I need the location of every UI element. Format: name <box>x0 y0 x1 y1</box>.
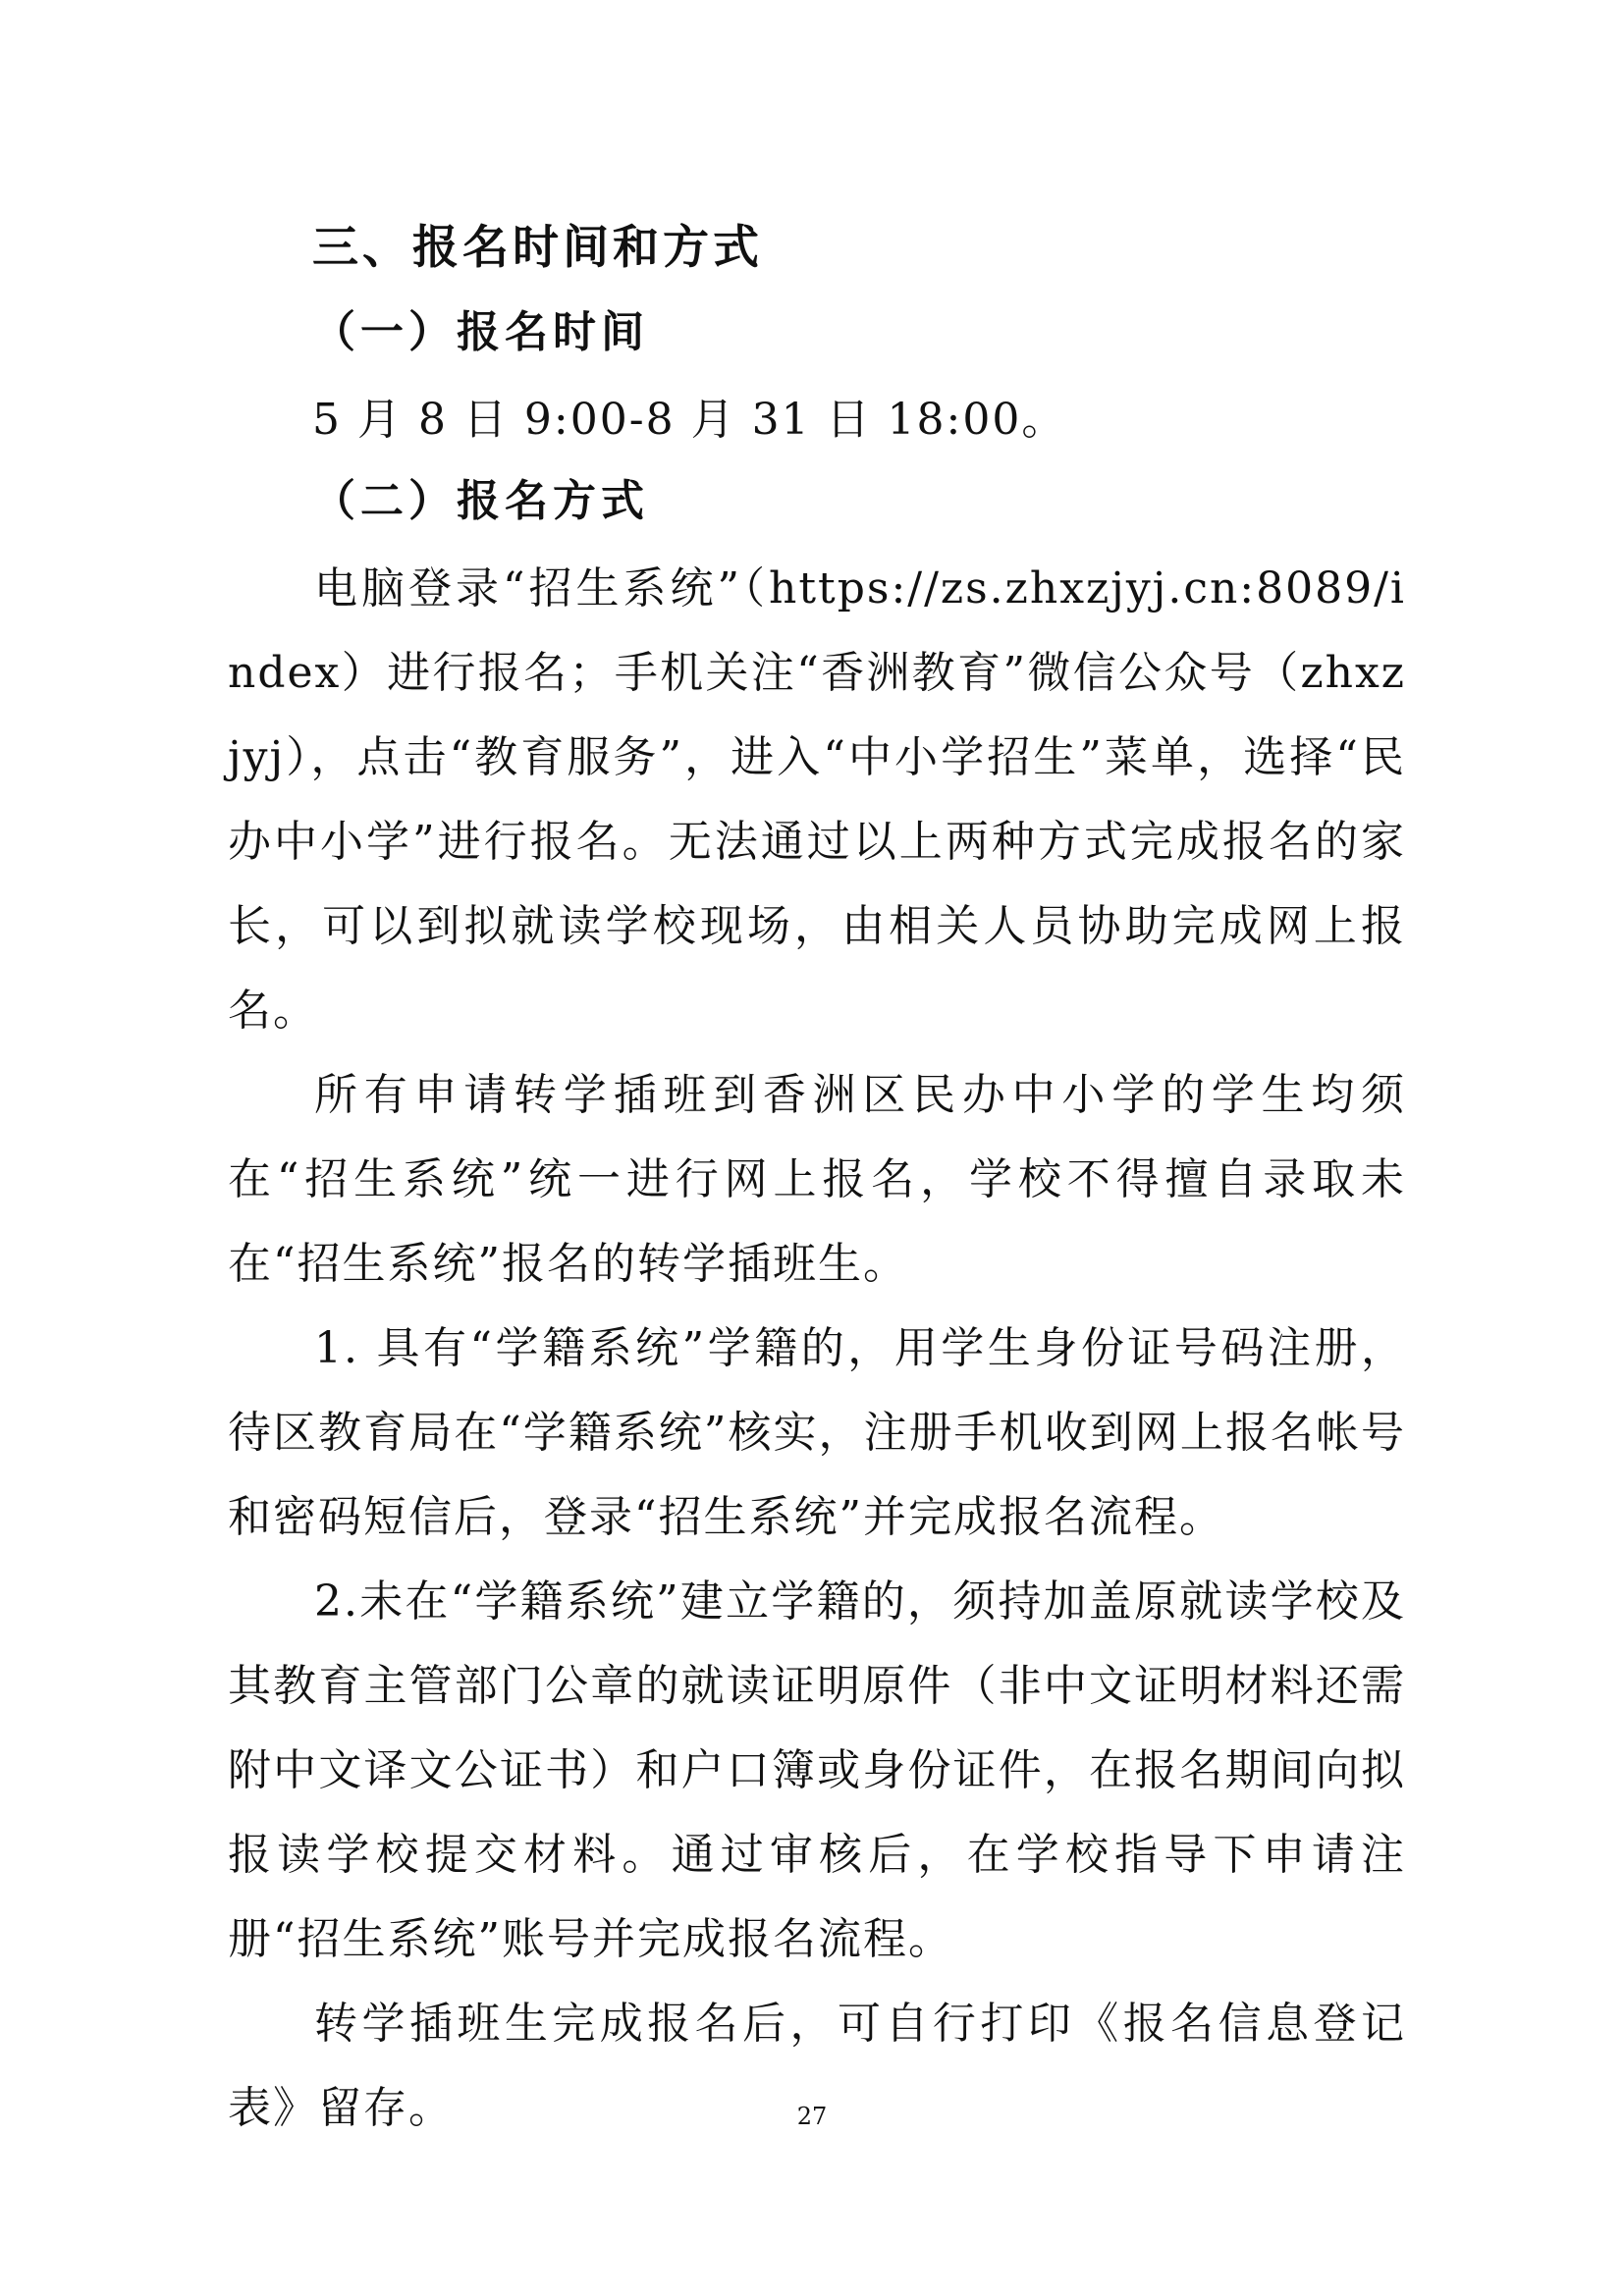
section-heading: 三、报名时间和方式 <box>312 221 763 275</box>
paragraph-without-student-status: 2.未在“学籍系统”建立学籍的，须持加盖原就读学校及其教育主管部门公章的就读证明原件（非中文证明材料还需附中文译文公证书）和户口簿或身份证件，在报名期间向拟报读学校提交材料。通过审核后，在学校指导下申请注册“招生系统”账号并完成报名流程。 <box>228 1576 1406 1964</box>
subsection-title-time: （一）报名时间 <box>312 307 649 357</box>
paragraph-with-student-status: 1. 具有“学籍系统”学籍的，用学生身份证号码注册，待区教育局在“学籍系统”核实，注册手机收到网上报名帐号和密码短信后，登录“招生系统”并完成报名流程。 <box>228 1323 1406 1542</box>
paragraph-online-registration: 电脑登录“招生系统”（https://zs.zhxzjyj.cn:8089/index）进行报名；手机关注“香洲教育”微信公众号（zhxzjyj），点击“教育服务”，进入“中小学招生”菜单，选择“民办中小学”进行报名。无法通过以上两种方式完成报名的家长，可以到拟就读学校现场，由相关人员协助完成网上报名。 <box>228 563 1406 1036</box>
body-paragraphs <box>228 547 1406 2151</box>
subsection-title-method: （二）报名方式 <box>312 476 649 526</box>
paragraph-print-form: 转学插班生完成报名后，可自行打印《报名信息登记表》留存。 <box>228 1999 1406 2133</box>
paragraph-transfer-students: 所有申请转学插班到香洲区民办中小学的学生均须在“招生系统”统一进行网上报名，学校不得擅自录取未在“招生系统”报名的转学插班生。 <box>228 1070 1406 1289</box>
registration-time-text: 5 月 8 日 9:00-8 月 31 日 18:00。 <box>312 395 1067 445</box>
page-number: 27 <box>796 2103 828 2130</box>
